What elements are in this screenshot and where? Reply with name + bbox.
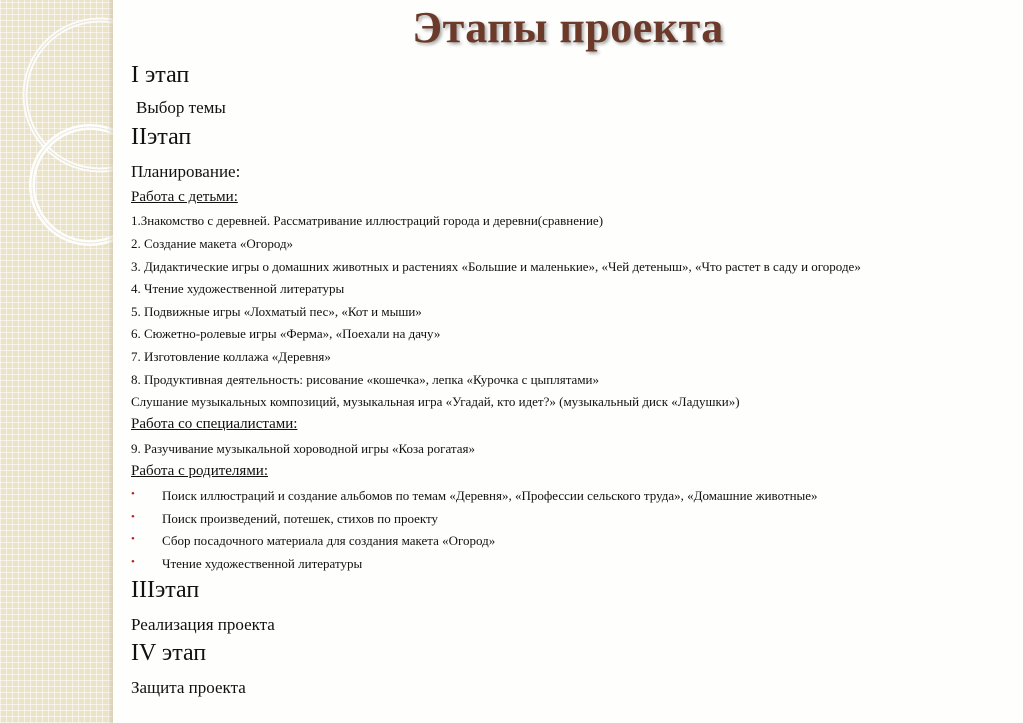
decorative-rings [0, 0, 113, 723]
bullet-text: Чтение художественной литературы [162, 556, 363, 571]
bullet-text: Поиск иллюстраций и создание альбомов по темам «Деревня», «Профессии сельского труда», «Домашние животные» [162, 488, 818, 503]
slide-title: Этапы проекта [412, 3, 724, 52]
list-item: 3. Дидактические игры о домашних животных и растениях «Большие и маленькие», «Чей детеныш», «Что растет в саду и огороде» [131, 259, 861, 274]
bullet-text: Сбор посадочного материала для создания макета «Огород» [162, 533, 496, 548]
list-item: 9. Разучивание музыкальной хороводной игры «Коза рогатая» [131, 441, 475, 456]
children-heading: Работа с детьми: [131, 189, 238, 205]
stage3-heading: IIIэтап [131, 577, 200, 603]
bullet-text: Поиск произведений, потешек, стихов по проекту [162, 511, 439, 526]
list-item: 4. Чтение художественной литературы [131, 281, 345, 296]
specialists-heading: Работа со специалистами: [131, 416, 298, 432]
stage1-heading: I этап [131, 62, 190, 88]
stage4-text: Защита проекта [131, 678, 246, 697]
list-item: 5. Подвижные игры «Лохматый пес», «Кот и мыши» [131, 304, 422, 319]
list-item: Слушание музыкальных композиций, музыкальная игра «Угадай, кто идет?» (музыкальный диск «Ладушки») [131, 394, 740, 409]
bullet-icon: • [131, 511, 135, 523]
bullet-icon: • [131, 533, 135, 545]
list-item: 1.Знакомство с деревней. Рассматривание иллюстраций города и деревни(сравнение) [131, 213, 604, 228]
decorative-side-strip [0, 0, 113, 723]
stage2-heading: IIэтап [131, 124, 192, 150]
stage1-text: Выбор темы [136, 98, 226, 117]
bullet-icon: • [131, 488, 135, 500]
list-item: 8. Продуктивная деятельность: рисование «кошечка», лепка «Курочка с цыплятами» [131, 372, 600, 387]
stage3-text: Реализация проекта [131, 615, 275, 634]
list-item: 2. Создание макета «Огород» [131, 236, 294, 251]
list-item: 6. Сюжетно-ролевые игры «Ферма», «Поехали на дачу» [131, 326, 441, 341]
stage2-planning: Планирование: [131, 162, 241, 181]
parents-heading: Работа с родителями: [131, 463, 268, 479]
list-item: 7. Изготовление коллажа «Деревня» [131, 349, 331, 364]
stage4-heading: IV этап [131, 640, 207, 666]
bullet-icon: • [131, 556, 135, 568]
